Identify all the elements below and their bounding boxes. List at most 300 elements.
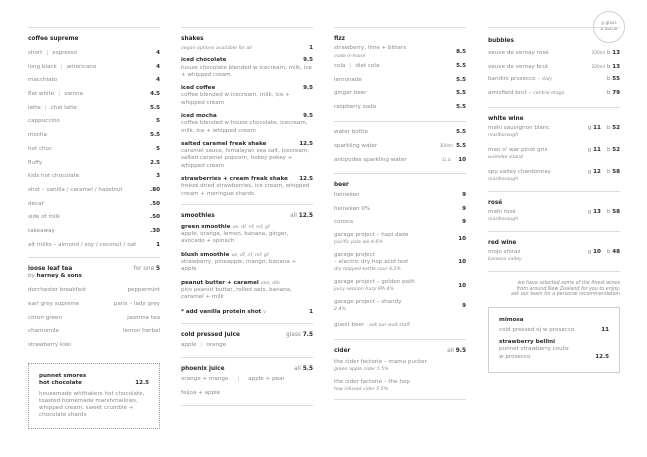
phoenix-row-2: [181, 387, 313, 401]
section-title-phoenix: [181, 366, 313, 372]
smores-box: [28, 363, 160, 429]
item-price: 1: [156, 241, 160, 248]
menu-item-tea: [28, 312, 160, 326]
divider: [334, 173, 466, 174]
tea-brand-name: harney & sons: [36, 273, 82, 280]
item-price: 5.5: [456, 76, 466, 83]
item-price: 10: [458, 282, 466, 289]
tea-name: paris – lady grey: [113, 301, 160, 307]
section-title-coffee: coffee supreme: [28, 36, 79, 42]
smoothies-title: smoothies: [181, 212, 215, 219]
item-name: [28, 88, 83, 102]
item-text: [334, 279, 415, 293]
item-text: [334, 252, 408, 273]
mimosa-row: [499, 325, 609, 335]
fizz-list: [334, 44, 466, 115]
mimosa-name: mimosa: [499, 317, 524, 324]
item-name: [334, 87, 366, 101]
item-desc: house chocolate blended w icecream, milk, ice + whipped cream: [181, 64, 312, 78]
menu-item-coffee: [28, 47, 160, 61]
item-price: 2.5: [150, 159, 160, 166]
item-price: .80: [150, 186, 160, 193]
item-sub: juicy session hazy IPA 4%: [334, 286, 394, 292]
menu-item-fizz: [334, 60, 466, 74]
bottle-price-value: 58: [612, 168, 620, 175]
section-title-cold-juice: [181, 332, 313, 338]
addon-price: 1: [309, 309, 313, 316]
item-size: 200ml: [591, 63, 605, 69]
item-alt-label: diet cola: [355, 63, 380, 69]
cider-price-label: all: [447, 347, 454, 354]
guest-beer-label: guest beer: [334, 321, 365, 328]
item-name: veuve de vernay brut: [488, 63, 549, 70]
menu-item-cider: [334, 359, 466, 373]
item-name: [334, 74, 362, 88]
item-name: [28, 157, 42, 171]
tea-price-value: 5: [155, 266, 160, 273]
section-title-cider: [334, 348, 466, 354]
guest-beer: [334, 319, 410, 333]
tea-name: citron green: [28, 314, 62, 321]
menu-item-fizz: [334, 74, 466, 88]
bubbles-list: [488, 46, 620, 101]
item-prices: [588, 249, 620, 264]
item-name: [28, 47, 77, 61]
column-shakes-smoothies: [181, 27, 313, 406]
menu-item-bubbles: [488, 73, 620, 87]
item-label: macchiato: [28, 77, 58, 84]
divider: [181, 357, 313, 358]
coffee-list: [28, 47, 160, 252]
menu-item-beer: [334, 216, 466, 230]
rose-list: [488, 209, 620, 224]
item-name: heineken: [334, 191, 360, 198]
beer-list: [334, 189, 466, 313]
bottle-price: 55: [612, 76, 620, 83]
glass-price: g 13: [587, 208, 601, 215]
menu-item-shake: [181, 113, 313, 135]
guest-beer-row: [334, 319, 466, 333]
menu-item-fizz: [334, 87, 466, 101]
menu-item-water: [334, 153, 466, 167]
glass-price-value: 10: [593, 248, 601, 255]
wine-recommendation-note: we have selected some of the finest wines from around New Zealand for you to enjoy, ask our team for a personal recommendation: [510, 280, 620, 298]
menu-item-shake: [181, 176, 313, 198]
menu-item-tea: [28, 339, 160, 353]
menu-item-bubbles: [488, 46, 620, 60]
white-wine-list: [488, 125, 620, 184]
item-label: ginger beer: [334, 90, 367, 97]
item-name: mojo shiraz: [488, 248, 521, 255]
item-price: 5.5: [456, 128, 466, 135]
menu-item-coffee: [28, 225, 160, 239]
item-name: spy valley chardonnay: [488, 168, 551, 175]
separator: |: [58, 91, 61, 98]
item-region: central otago: [533, 91, 565, 97]
separator: |: [237, 376, 240, 383]
item-desc: coffee blended w icecream, milk, ice + whipped cream: [181, 92, 290, 106]
section-title-beer: beer: [334, 181, 349, 188]
item-text: [334, 299, 402, 313]
vegan-note-row: [181, 43, 313, 53]
mimosa-desc: cold pressed oj w prosecco: [499, 326, 575, 333]
divider: [334, 27, 466, 28]
item-alt-label: vienna: [64, 91, 83, 98]
item-text: [488, 125, 550, 140]
smores-price: 12.5: [135, 380, 149, 387]
bottle-price: 13: [612, 50, 620, 56]
item-text: [488, 147, 547, 162]
item-sub: green apple cider 5.5%: [334, 366, 389, 372]
item-label: takeaway: [28, 227, 55, 234]
cold-juice-price-label: glass: [285, 332, 301, 339]
item-name: garage project – golden path: [334, 278, 415, 285]
item-name: water bottle: [334, 128, 369, 135]
divider: [488, 27, 620, 28]
item-price-wrap: 200ml b 13: [591, 50, 620, 56]
item-header: [181, 176, 313, 184]
item-sub: dry hopped kettle sour 4.2%: [334, 266, 401, 272]
item-price: 12.5: [299, 140, 313, 147]
phoenix-price-label: all: [294, 366, 301, 373]
item-header: [181, 280, 313, 288]
smores-row: [39, 380, 149, 388]
section-title-bubbles: bubbles: [488, 38, 514, 44]
item-desc: apple, orange, lemon, banana, ginger, avocado + spinach: [181, 231, 289, 245]
vegan-note: vegan options available for all: [181, 46, 252, 51]
item-region: marlborough: [488, 177, 519, 183]
glass-price-value: 11: [593, 146, 601, 153]
item-name: garage project: [334, 251, 375, 258]
item-price: 9.5: [303, 57, 313, 63]
divider: [181, 27, 313, 28]
item-name: [28, 211, 60, 225]
item-header: [181, 252, 313, 260]
item-name: the cider factorie – the hop: [334, 378, 410, 385]
item-price: 4: [156, 63, 160, 70]
menu-item-cider: [334, 379, 466, 393]
glass-price: g 11: [587, 146, 601, 153]
menu-item-bubbles: [488, 87, 620, 101]
column-fizz-beer: [334, 27, 466, 400]
item-prices: [588, 169, 620, 184]
item-label: hot choc: [28, 145, 53, 152]
item-name: garage project – hapi daze: [334, 231, 409, 238]
menu-item-coffee: [28, 102, 160, 116]
item-label: cappuccino: [28, 118, 60, 125]
item-sub: made in-house: [334, 52, 366, 58]
item-label: long black: [28, 63, 57, 70]
item-size: 200ml: [591, 50, 605, 55]
item-name: garage project – shandy: [334, 298, 402, 305]
item-price-wrap: b 55: [606, 76, 620, 83]
item-price-wrap: b 79: [606, 90, 620, 97]
menu-item-coffee: [28, 61, 160, 75]
item-price: 3: [156, 173, 160, 180]
glass-price: g 12: [587, 168, 601, 175]
phoenix-title: phoenix juice: [181, 366, 225, 373]
menu-item-beer: [334, 189, 466, 203]
item-label: shot – vanilla / caramel / hazelnut: [28, 186, 123, 193]
cocktail-mimosa: [499, 317, 609, 335]
item-price: 9.5: [303, 112, 313, 119]
item-price: 10: [458, 157, 466, 164]
section-title-shakes: shakes: [181, 36, 204, 42]
item-header: [181, 113, 313, 121]
bellini-desc2: w prosecco: [499, 354, 531, 361]
section-title-rose: rosé: [488, 199, 503, 206]
item-label: lemonade: [334, 76, 362, 83]
item-label: raspberry soda: [334, 104, 377, 111]
item-label: short: [28, 50, 43, 56]
water-list: [334, 126, 466, 167]
menu-item-coffee: [28, 129, 160, 143]
juice-apple: apple: [181, 342, 197, 349]
bottle-price: b 52: [606, 146, 620, 153]
item-price-wrap: [442, 153, 466, 168]
menu-item-shake: [181, 57, 313, 79]
item-price: 10: [458, 259, 466, 266]
item-price: 5: [156, 145, 160, 152]
menu-item-smoothie: [181, 252, 313, 274]
tea-name: dorchester breakfast: [28, 287, 87, 294]
menu-item-beer: [334, 252, 466, 273]
item-price: 5.5: [456, 63, 466, 69]
menu-item-shake: [181, 85, 313, 107]
shake-list: [181, 57, 313, 198]
item-price: .30: [150, 227, 160, 234]
item-name: green smoothie ve, df, nf, rsf, gf: [181, 223, 270, 230]
item-desc: pics peanut butter, rolled oats, banana, caramel + milk: [181, 287, 292, 301]
bottle-price: b 52: [606, 124, 620, 131]
bellini-desc: punnet strawberry coulis: [499, 346, 569, 353]
item-sub: pacific pale ale 4.6%: [334, 239, 383, 245]
glass-price-value: 11: [593, 124, 601, 131]
item-price: 10: [458, 235, 466, 242]
item-name: sparkling water: [334, 143, 378, 150]
bellini-price: 12.5: [595, 354, 609, 361]
tea-brand: [28, 272, 160, 280]
menu-item-shake: [181, 141, 313, 170]
item-label: flat white: [28, 91, 55, 98]
divider: [181, 405, 313, 406]
smoothies-price: [290, 213, 313, 219]
item-prices: [588, 209, 620, 224]
tea-name: earl grey supreme: [28, 301, 80, 307]
bottle-price: 79: [612, 90, 620, 97]
divider: [334, 399, 466, 400]
menu-item-beer: [334, 279, 466, 293]
item-name: heineken 0%: [334, 205, 371, 212]
menu-item-tea: [28, 298, 160, 312]
divider: [181, 204, 313, 205]
menu-item-smoothie: [181, 280, 313, 302]
menu-item-wine: [488, 169, 620, 184]
menu-item-coffee: [28, 239, 160, 253]
smoothie-list: [181, 224, 313, 302]
addon-label: [181, 307, 266, 318]
item-name: [28, 74, 57, 88]
item-label: cola: [334, 63, 346, 69]
item-text: [488, 209, 518, 224]
item-alt-label: chai latte: [50, 104, 77, 111]
item-price: 5.5: [150, 104, 160, 111]
glass-price-value: 13: [593, 208, 601, 215]
separator: |: [46, 50, 49, 56]
item-name: veuve de vernay rosé: [488, 50, 549, 56]
item-price: 12.5: [299, 175, 313, 182]
smoothies-price-label: all: [290, 212, 297, 219]
phoenix-orange-mango: orange + mango: [181, 376, 229, 383]
bellini-row: [499, 353, 609, 362]
item-label: decaf: [28, 200, 44, 207]
tea-name: jasmine tea: [127, 314, 160, 321]
item-name: blush smoothie ve, df, nf, rsf, gf: [181, 251, 269, 258]
item-name: corona: [334, 219, 354, 226]
item-header: [181, 141, 313, 149]
menu-item-smoothie: [181, 224, 313, 246]
item-price: 9: [462, 302, 466, 309]
item-header: [181, 85, 313, 93]
vegan-price: 1: [309, 45, 313, 51]
cider-list: [334, 359, 466, 393]
item-name: peanut butter + caramel veo, dfo: [181, 279, 280, 286]
separator: |: [349, 63, 352, 69]
menu-item-beer: [334, 203, 466, 217]
tea-price: [134, 266, 161, 272]
tea-name: peppermint: [127, 287, 160, 294]
item-region: barossa valley: [488, 257, 522, 263]
item-text: [488, 249, 522, 264]
divider: [334, 339, 466, 340]
menu-item-water: [334, 126, 466, 140]
bellini-name: strawberry bellini: [499, 338, 556, 345]
menu-item-wine: [488, 209, 620, 224]
menu-item-coffee: [28, 170, 160, 184]
menu-item-coffee: [28, 115, 160, 129]
item-name: [334, 60, 379, 74]
menu-item-beer: [334, 232, 466, 246]
item-label: mocha: [28, 132, 47, 139]
glass-price-value: 12: [593, 168, 601, 175]
item-name: [28, 184, 123, 198]
menu-item-coffee: [28, 88, 160, 102]
tea-name: chamomile: [28, 328, 59, 335]
menu-item-coffee: [28, 184, 160, 198]
item-name: [334, 45, 406, 60]
cold-juice-options: [181, 339, 313, 353]
item-price-wrap: 200ml b 13: [591, 63, 620, 70]
item-name: bandini prosecco – italy: [488, 76, 553, 83]
menu-item-coffee: [28, 211, 160, 225]
phoenix-price: [294, 366, 313, 372]
item-price-wrap: [440, 139, 467, 154]
legend-glass: g glass: [601, 21, 617, 26]
item-text: [334, 232, 408, 246]
item-price: .50: [150, 214, 160, 221]
item-price: 9: [462, 205, 466, 212]
tea-name: strawberry kiwi: [28, 342, 71, 349]
item-name: salted caramel freak shake: [181, 140, 267, 147]
item-desc: coffee blended w house chocolate, icecream, milk, ice + whipped cream: [181, 120, 308, 134]
phoenix-price-value: 5.5: [302, 366, 313, 373]
item-size: 300ml: [439, 143, 455, 149]
column-wine: [488, 27, 620, 373]
tea-title: loose leaf tea: [28, 266, 73, 273]
item-price: 9: [462, 191, 466, 198]
item-alt-label: espresso: [52, 50, 78, 56]
divider: [488, 231, 620, 232]
section-title-fizz: fizz: [334, 36, 346, 42]
bottle-price-value: 52: [612, 146, 620, 153]
phoenix-feijoa-apple: feijoa + apple: [181, 389, 221, 396]
item-alt-label: americano: [66, 63, 97, 70]
item-price: 5.5: [150, 132, 160, 139]
phoenix-flavours-1: [181, 373, 285, 387]
divider: [181, 323, 313, 324]
item-price: 5.5: [456, 143, 466, 150]
section-title-red-wine: red wine: [488, 239, 517, 246]
tea-by: by: [28, 273, 35, 280]
smores-name2: hot chocolate: [39, 380, 82, 387]
menu-item-fizz: [334, 101, 466, 115]
item-label: fluffy: [28, 159, 43, 166]
menu-item-bubbles: [488, 60, 620, 74]
bottle-price: 13: [612, 63, 620, 70]
legend-bottle: b bottle: [600, 26, 618, 32]
cold-juice-price-value: 7.5: [302, 332, 313, 339]
item-sub: hop infused cider 5.5%: [334, 386, 389, 392]
item-desc: strawberry, pineapple, mango, banana + apple: [181, 259, 297, 273]
menu-item-coffee: [28, 143, 160, 157]
bottle-price: b 48: [606, 248, 620, 255]
menu-item-wine: [488, 125, 620, 140]
guest-beer-note: - ask our wait staff: [365, 322, 410, 328]
item-header: [181, 57, 313, 65]
item-name: [28, 239, 136, 253]
addon-tag: v: [263, 310, 266, 316]
menu-item-coffee: [28, 157, 160, 171]
phoenix-row-1: [181, 373, 313, 387]
smoothies-price-value: 12.5: [298, 212, 313, 219]
item-name: strawberries + cream freak shake: [181, 175, 288, 182]
bottle-price-value: 58: [612, 208, 620, 215]
menu-item-tea: [28, 325, 160, 339]
item-price: 8.5: [456, 48, 466, 55]
item-price: 9.5: [303, 84, 313, 91]
smores-name: punnet smores: [39, 372, 87, 379]
dietary-tags: ve, df, nf, rsf, gf: [231, 252, 269, 258]
item-desc: caramel sauce, himalayan sea salt, icecream, salted caramel popcorn, hokey pokey + whipped cream: [181, 148, 310, 169]
item-region: waiheke island: [488, 155, 523, 161]
item-price: 9: [462, 219, 466, 226]
smores-desc: housemade whittakers hot chocolate, toasted homemade marshmallows, whipped cream, sweet crumble + chocolate shards: [39, 390, 145, 419]
column-coffee-tea: [28, 27, 160, 429]
cider-price: [447, 348, 466, 354]
item-label: strawberry, lime + bitters: [334, 44, 407, 51]
item-name: iced coffee: [181, 84, 216, 91]
addon-row: [181, 307, 313, 317]
glass-price: g 11: [587, 124, 601, 131]
item-name: antipodes sparkling water: [334, 157, 407, 164]
item-price: 5: [156, 118, 160, 125]
menu-item-tea: [28, 284, 160, 298]
item-price: 4: [156, 50, 160, 56]
item-name: man o' war pinot gris: [488, 146, 548, 153]
item-prices: [588, 147, 620, 162]
item-prices: [588, 125, 620, 140]
addon-text: * add vanilla protein shot: [181, 309, 262, 316]
